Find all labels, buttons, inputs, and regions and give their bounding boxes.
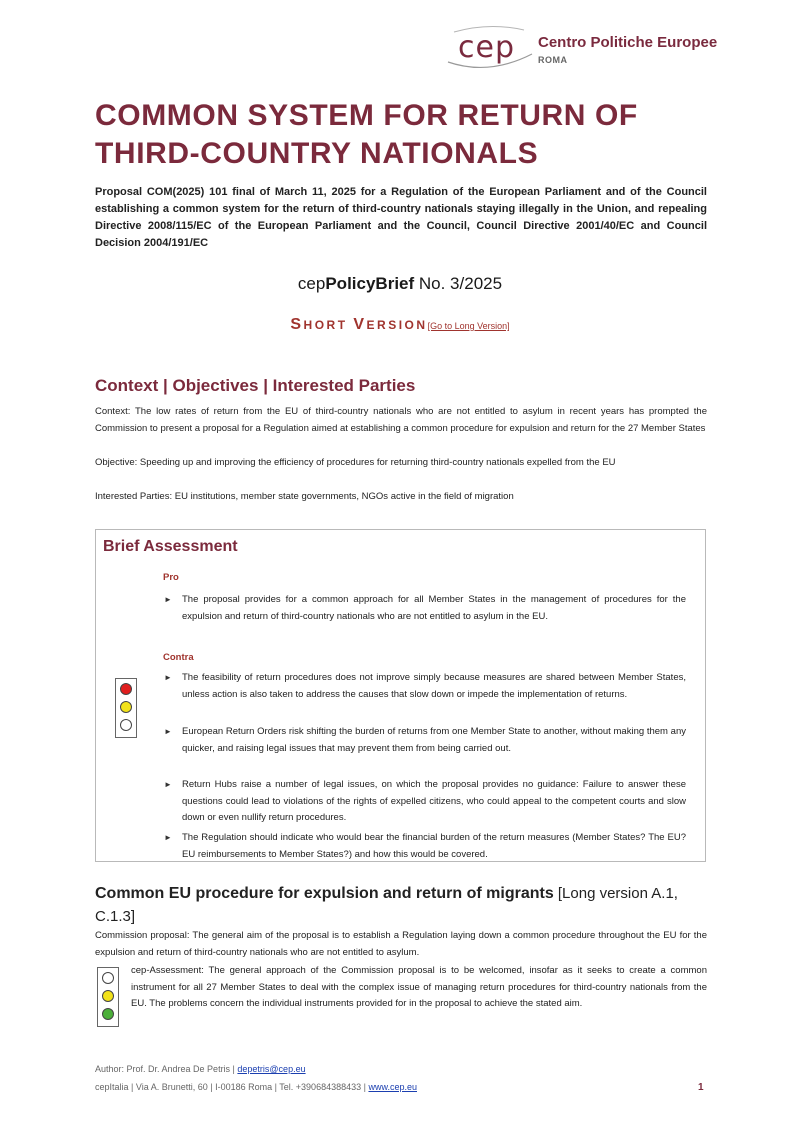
traffic-light-top [102,972,114,984]
author-email-link[interactable]: depetris@cep.eu [237,1064,306,1074]
procedure-heading [95,882,715,928]
contra-item [164,830,686,863]
long-version-link[interactable]: [Go to Long Version] [427,321,510,331]
commission-proposal-paragraph [95,928,707,961]
bullet-arrow-icon: ► [164,727,172,736]
title-line-2: THIRD-COUNTRY NATIONALS [95,137,539,170]
version-s1: S [290,316,304,333]
cep-assessment-text: The general approach of the Commission proposal is to be welcomed, insofar as it seeks to create a common instrument for all 27 Member States to deal with the complex issue of managing return procedures for third-country nationals from the EU. The problems concern the individual instruments provided for in the proposal to achieve the stated aim. [131,965,707,1009]
bullet-arrow-icon: ► [164,595,172,604]
context-label: Context: [95,406,131,417]
contra-item [164,670,686,703]
contra-item-text: The feasibility of return procedures does not improve simply because measures are shared between Member States, unless action is also taken to address the causes that slow down or impede the implementation of returns. [182,672,686,700]
parties-paragraph [95,489,707,506]
website-link[interactable]: www.cep.eu [368,1082,417,1092]
logo-city: ROMA [538,55,568,65]
traffic-light-icon [115,678,137,738]
procedure-ref: [Long version A.1, C.1.3] [95,885,678,925]
footer-author [95,1064,306,1074]
commission-text: The general aim of the proposal is to establish a Regulation laying down a common procedure throughout the EU for the expulsion and return of third-country nationals who are not entitled to asylum. [95,930,707,958]
cep-assessment-paragraph [131,963,707,1013]
logo-mark: cep [458,30,515,65]
context-paragraph [95,404,707,437]
context-heading: Context | Objectives | Interested Parties [95,376,416,395]
brief-name: PolicyBrief [325,274,415,293]
logo-name: Centro Politiche Europee [538,34,718,51]
objective-paragraph [95,455,707,472]
version-r2: ERSION [366,318,428,332]
page-title [95,97,715,173]
proposal-reference: Proposal COM(2025) 101 final of March 11, 2025 for a Regulation of the European Parliament and of the Council establishing a common system for the return of third-country nationals staying illegally in the Union, and repealing Directive 2008/115/EC of the European Parliament and the Council, Council Directive 2001/40/EC and Council Decision 2004/191/EC [95,186,707,249]
bullet-arrow-icon: ► [164,673,172,682]
assessment-heading: Brief Assessment [103,538,238,555]
traffic-light-middle [102,990,114,1002]
page-number: 1 [698,1082,704,1093]
contra-item-text: European Return Orders risk shifting the burden of returns from one Member State to another, without making them any quicker, and raising legal issues that may prevent them from being carried out. [182,726,686,754]
version-r1: HORT [303,318,354,332]
context-text: The low rates of return from the EU of third-country nationals who are not entitled to asylum in recent years has prompted the Commission to present a proposal for a Regulation aimed at establishing a common procedure for expulsion and return for the 27 Member States [95,406,707,434]
commission-label: Commission proposal: [95,930,190,941]
footer-address [95,1082,417,1092]
contra-item [164,777,686,827]
contra-item-text: Return Hubs raise a number of legal issues, on which the proposal provides no guidance: Failure to answer these questions could lead to violations of the rights of expelled citizens, who could appeal to the competent courts and slow down or even nullify return procedures. [182,779,686,823]
cep-assessment-label: cep-Assessment: [131,965,204,976]
address-text: cepItalia | Via A. Brunetti, 60 | I-00186 Roma | Tel. +390684388433 | [95,1082,369,1092]
traffic-light-icon [97,967,119,1027]
objective-label: Objective: [95,457,138,468]
contra-item [164,724,686,757]
policy-brief-number [0,274,800,294]
bullet-arrow-icon: ► [164,833,172,842]
bullet-arrow-icon: ► [164,780,172,789]
traffic-light-top [120,683,132,695]
traffic-light-middle [120,701,132,713]
short-version-heading [0,316,800,334]
author-text: Author: Prof. Dr. Andrea De Petris | [95,1064,238,1074]
brief-assessment-box [95,529,706,862]
procedure-heading-text: Common EU procedure for expulsion and return of migrants [95,885,554,902]
pro-item [164,592,686,625]
contra-item-text: The Regulation should indicate who would bear the financial burden of the return measures (Member States? The EU? EU reimbursements to Member States?) and how this would be covered. [182,832,686,860]
traffic-light-bottom [102,1008,114,1020]
version-s2: V [353,316,367,333]
title-line-1: COMMON SYSTEM FOR RETURN OF [95,99,638,132]
parties-label: Interested Parties: [95,491,173,502]
parties-text: EU institutions, member state governments, NGOs active in the field of migration [172,491,514,502]
cep-logo [444,24,718,74]
traffic-light-bottom [120,719,132,731]
brief-prefix: cep [297,274,326,293]
pro-item-text: The proposal provides for a common approach for all Member States in the management of procedures for the expulsion and return of third-country nationals who are not entitled to asylum in the EU. [182,594,686,622]
objective-text: Speeding up and improving the efficiency of procedures for returning third-country nationals expelled from the EU [137,457,616,468]
pro-label: Pro [163,572,179,583]
brief-number: No. 3/2025 [414,274,503,293]
contra-label: Contra [163,652,194,663]
